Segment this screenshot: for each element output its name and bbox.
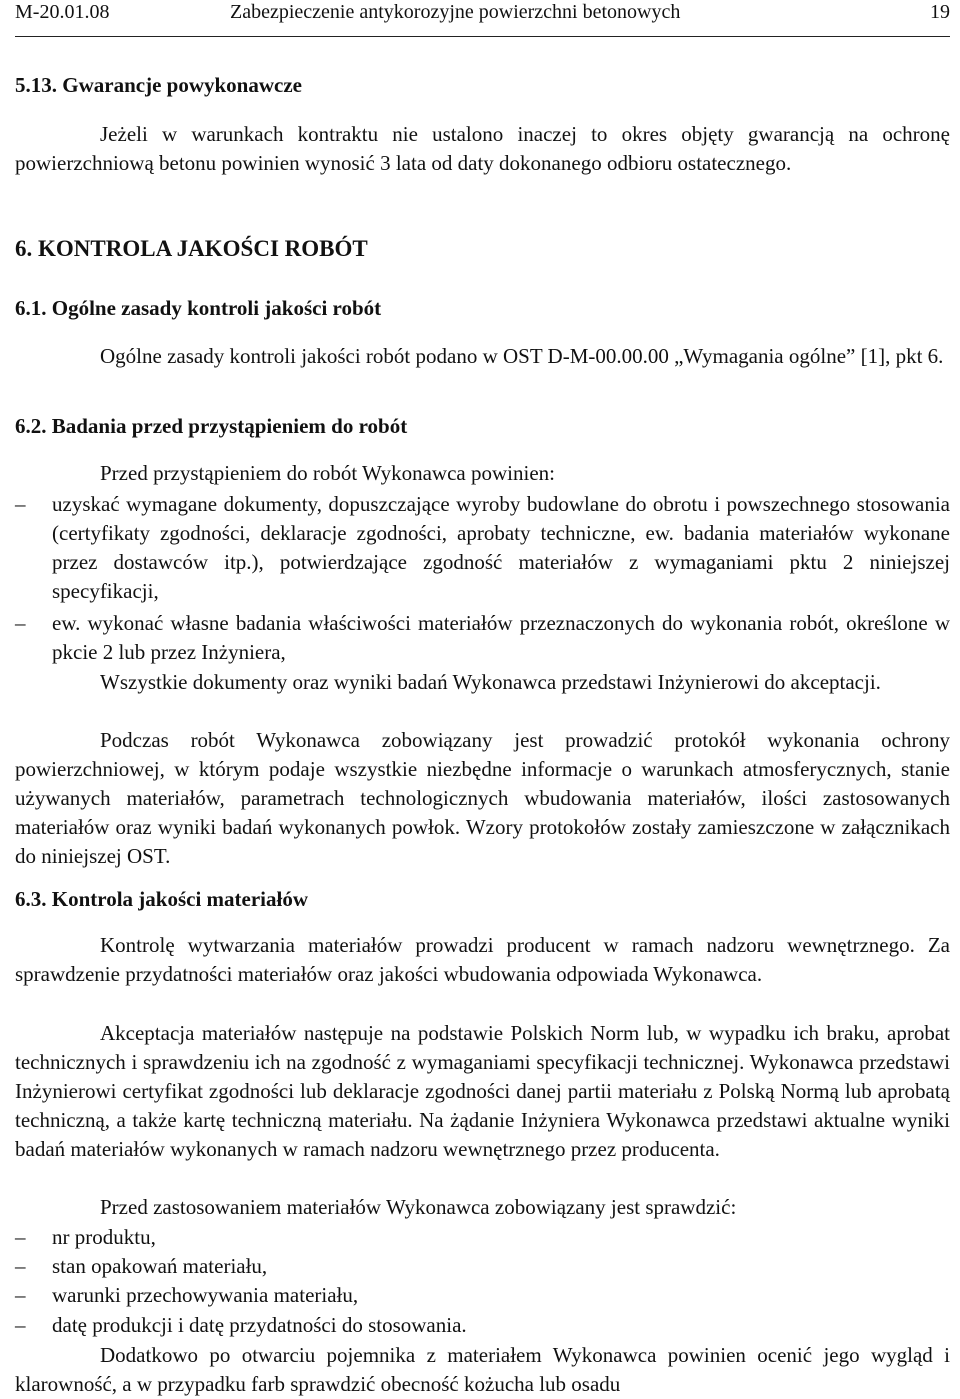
list-item bbox=[15, 490, 950, 606]
dash-bullet-icon: – bbox=[15, 1225, 26, 1249]
section-heading-6: 6. KONTROLA JAKOŚCI ROBÓT bbox=[15, 236, 368, 261]
paragraph-protocol: Podczas robót Wykonawca zobowiązany jest prowadzić protokół wykonania ochrony powierzchniowej, w którym podaje wszystkie niezbędne informacje o warunkach atmosferycznych, stanie używanych materiałów, parametrach technologicznych wbudowania materiałów, ilości zastosowanych materiałów oraz wyniki badań wykonanych powłok. Wzory protokołów zostały zamieszczone w załącznikach do niniejszej OST. bbox=[15, 728, 950, 868]
list-item-text: datę produkcji i datę przydatności do stosowania. bbox=[52, 1313, 467, 1337]
running-header bbox=[15, 0, 950, 37]
dash-bullet-icon: – bbox=[15, 1254, 26, 1278]
list-item bbox=[15, 1281, 950, 1310]
list-item bbox=[15, 1311, 950, 1340]
dash-bullet-icon: – bbox=[15, 1283, 26, 1307]
list-item bbox=[15, 609, 950, 667]
list-item bbox=[15, 1252, 950, 1281]
document-title: Zabezpieczenie antykorozyjne powierzchni betonowych bbox=[230, 1, 681, 23]
list-item-text: stan opakowań materiału, bbox=[52, 1254, 268, 1278]
paragraph-check-intro: Przed zastosowaniem materiałów Wykonawca zobowiązany jest sprawdzić: bbox=[100, 1195, 737, 1219]
section-heading-6-1: 6.1. Ogólne zasady kontroli jakości robót bbox=[15, 296, 382, 320]
section-heading-6-2: 6.2. Badania przed przystąpieniem do robót bbox=[15, 414, 408, 438]
list-item bbox=[15, 1223, 950, 1252]
section-heading-5-13: 5.13. Gwarancje powykonawcze bbox=[15, 73, 302, 97]
paragraph-after-opening: Dodatkowo po otwarciu pojemnika z materiałem Wykonawca powinien ocenić jego wygląd i klarowność, a w przypadku farb sprawdzić obecność kożucha lub osadu bbox=[15, 1343, 950, 1396]
dash-bullet-icon: – bbox=[15, 1313, 26, 1337]
paragraph-warranty: Jeżeli w warunkach kontraktu nie ustalono inaczej to okres objęty gwarancją na ochronę powierzchniową betonu powinien wynosić 3 lata od daty dokonanego odbioru ostatecznego. bbox=[15, 122, 950, 175]
list-item-text: nr produktu, bbox=[52, 1225, 156, 1249]
paragraph-documents-acceptance: Wszystkie dokumenty oraz wyniki badań Wykonawca przedstawi Inżynierowi do akceptacji. bbox=[100, 670, 881, 694]
page-number: 19 bbox=[930, 1, 950, 23]
list-item-text: ew. wykonać własne badania właściwości materiałów przeznaczonych do wykonania robót, określone w pkcie 2 lub przez Inżyniera, bbox=[52, 611, 950, 664]
dash-bullet-icon: – bbox=[15, 492, 26, 516]
dash-bullet-icon: – bbox=[15, 611, 26, 635]
document-code: M-20.01.08 bbox=[15, 1, 110, 23]
list-item-text: uzyskać wymagane dokumenty, dopuszczające wyroby budowlane do obrotu i powszechnego stosowania (certyfikaty zgodności, deklaracje zgodności, aprobaty techniczne, ew. badania materiałów wykonane przez dostawców itp.), potwierdzające zgodność materiałów z wymaganiami pktu 2 niniejszej specyfikacji, bbox=[52, 492, 950, 603]
list-item-text: warunki przechowywania materiału, bbox=[52, 1283, 359, 1307]
paragraph-general-rules: Ogólne zasady kontroli jakości robót podano w OST D-M-00.00.00 „Wymagania ogólne” [1], pkt 6. bbox=[100, 344, 944, 368]
paragraph-before-works-intro: Przed przystąpieniem do robót Wykonawca powinien: bbox=[100, 461, 555, 485]
section-heading-6-3: 6.3. Kontrola jakości materiałów bbox=[15, 887, 308, 911]
paragraph-production-control: Kontrolę wytwarzania materiałów prowadzi producent w ramach nadzoru wewnętrznego. Za sprawdzenie przydatności materiałów oraz jakości wbudowania odpowiada Wykonawca. bbox=[15, 933, 950, 986]
paragraph-material-acceptance: Akceptacja materiałów następuje na podstawie Polskich Norm lub, w wypadku ich braku, aprobat technicznych i sprawdzeniu ich na zgodność z wymaganiami specyfikacji technicznej. Wykonawca przedstawi Inżynierowi certyfikat zgodności lub deklaracje zgodności danej partii materiału z Polską Normą lub aprobatą techniczną, a także kartę techniczną materiału. Na żądanie Inżyniera Wykonawca przedstawi aktualne wyniki badań materiałów wykonanych w ramach nadzoru wewnętrznego przez producenta. bbox=[15, 1021, 950, 1161]
